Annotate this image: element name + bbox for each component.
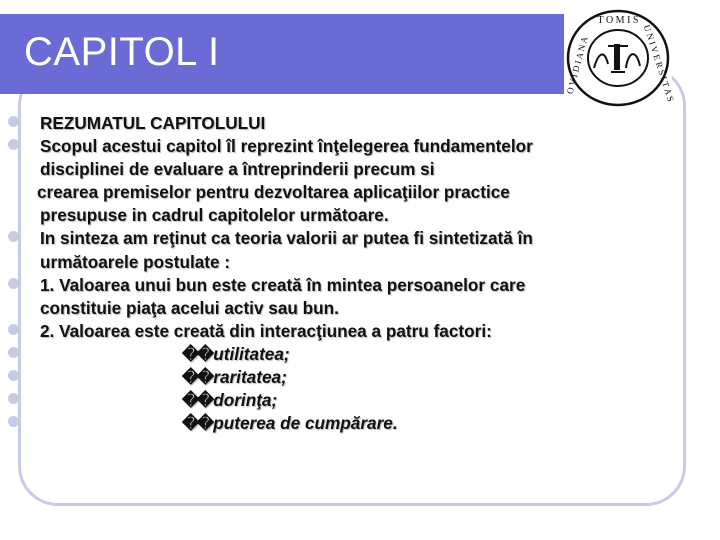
list-item-continuation: constituie piaţa acelui activ sau bun. bbox=[40, 297, 339, 318]
svg-text:O V I D I A N A: O V I D I A N A bbox=[564, 35, 590, 95]
list-item bbox=[40, 112, 680, 135]
list-item-text: Scopul acestui capitol îl reprezint înţelegerea fundamentelor bbox=[40, 136, 533, 157]
list-item bbox=[40, 343, 680, 366]
bullet-icon bbox=[8, 370, 19, 381]
list-item-text: utilitatea; bbox=[213, 343, 290, 364]
list-item bbox=[40, 320, 680, 343]
list-item-text: 1. Valoarea unui bun este creată în mintea persoanelor care bbox=[40, 274, 526, 295]
list-item bbox=[40, 389, 680, 412]
list-item-text: 2. Valoarea este creată din interacţiunea a patru factori: bbox=[40, 320, 492, 341]
svg-text:T O M I S: T O M I S bbox=[597, 15, 639, 26]
missing-glyph-icon: �� bbox=[182, 413, 212, 434]
list-item-continuation: disciplinei de evaluare a întreprinderii precum si bbox=[40, 159, 435, 180]
list-item-continuation: crearea premiselor pentru dezvoltarea aplicaţiilor practice bbox=[37, 182, 510, 203]
university-seal-icon bbox=[564, 8, 676, 108]
bullet-icon bbox=[8, 347, 19, 358]
list-item bbox=[40, 227, 680, 250]
list-item bbox=[40, 366, 680, 389]
list-item-continuation: următoarele postulate : bbox=[40, 251, 231, 272]
list-item-text: raritatea; bbox=[213, 367, 287, 388]
missing-glyph-icon: �� bbox=[182, 390, 212, 411]
missing-glyph-icon: �� bbox=[182, 343, 212, 364]
bullet-list bbox=[37, 112, 680, 435]
slide-title: CAPITOL I bbox=[24, 30, 220, 74]
bullet-icon bbox=[8, 324, 19, 335]
list-item-text: puterea de cumpărare. bbox=[213, 413, 398, 434]
bullet-icon bbox=[8, 116, 19, 127]
list-item-text: In sinteza am reţinut ca teoria valorii ar putea fi sintetizată în bbox=[40, 228, 533, 249]
svg-text:U N I V E R S I T A S: U N I V E R S I T A S bbox=[641, 23, 676, 103]
list-item bbox=[40, 135, 680, 158]
list-item-text: REZUMATUL CAPITOLULUI bbox=[40, 113, 266, 133]
bullet-icon bbox=[8, 278, 19, 289]
missing-glyph-icon: �� bbox=[182, 367, 212, 388]
list-item-text: dorinţa; bbox=[213, 390, 278, 411]
list-item-continuation: presupuse in cadrul capitolelor următoare. bbox=[40, 205, 389, 226]
list-item bbox=[40, 412, 680, 435]
list-item bbox=[40, 274, 680, 297]
